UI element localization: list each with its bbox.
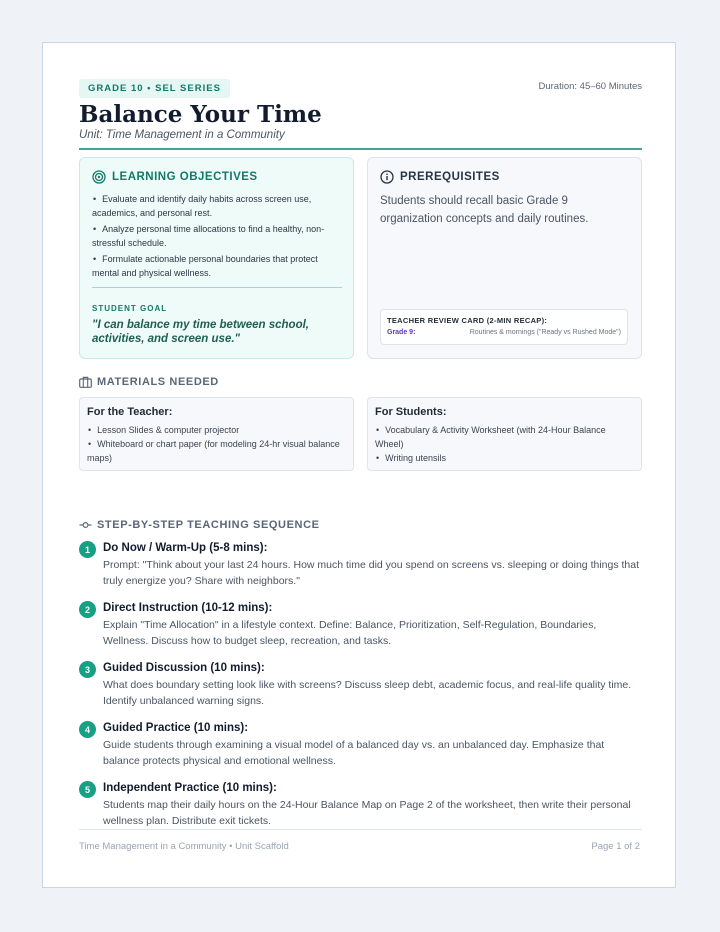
list-item: • Evaluate and identify daily habits across screen use, academics, and personal rest. — [92, 192, 344, 220]
student-goal-text: "I can balance my time between school, activities, and screen use." — [92, 319, 309, 345]
step-body: Prompt: "Think about your last 24 hours. How much time did you spend on screens vs. sleeping or doing things that truly energize you? Share with neighbors." — [103, 559, 640, 587]
unit-subtitle: Unit: Time Management in a Community — [79, 129, 285, 141]
review-card-note: Routines & mornings ("Ready vs Rushed Mode") — [469, 329, 621, 336]
learning-objectives-heading: LEARNING OBJECTIVES — [112, 171, 258, 183]
review-card-grade: Grade 9: — [387, 329, 416, 336]
footer-divider — [79, 829, 642, 830]
target-icon — [92, 170, 106, 184]
sequence-header — [79, 519, 320, 531]
teacher-materials-card — [79, 397, 354, 471]
step-number: 5 — [79, 781, 96, 798]
prerequisites-card — [367, 157, 642, 359]
step-number: 4 — [79, 721, 96, 738]
step-number: 2 — [79, 601, 96, 618]
step-title: Guided Practice (10 mins): — [103, 722, 249, 734]
info-icon — [380, 170, 394, 184]
teacher-materials-title: For the Teacher: — [87, 406, 173, 418]
footer-left-text: Time Management in a Community • Unit Scaffold — [79, 841, 289, 852]
step-number: 3 — [79, 661, 96, 678]
series-badge: GRADE 10 • SEL SERIES — [79, 79, 230, 98]
teacher-materials-list — [87, 423, 347, 465]
step-title: Direct Instruction (10-12 mins): — [103, 602, 273, 614]
prerequisites-header — [380, 170, 500, 184]
objectives-divider — [92, 287, 342, 288]
briefcase-icon — [79, 376, 92, 388]
review-card-title: TEACHER REVIEW CARD (2-MIN RECAP): — [387, 316, 548, 325]
list-item: • Lesson Slides & computer projector — [87, 423, 347, 437]
student-materials-card — [367, 397, 642, 471]
step-number: 1 — [79, 541, 96, 558]
step-title: Independent Practice (10 mins): — [103, 782, 277, 794]
step-body: What does boundary setting look like with screens? Discuss sleep debt, academic focus, and real-life quality time. Identify unbalanced warning signs. — [103, 679, 632, 707]
step-title: Guided Discussion (10 mins): — [103, 662, 265, 674]
student-materials-title: For Students: — [375, 406, 447, 418]
student-goal-label: STUDENT GOAL — [92, 304, 168, 313]
page-number: Page 1 of 2 — [591, 841, 640, 852]
learning-objectives-header — [92, 170, 258, 184]
materials-heading: MATERIALS NEEDED — [97, 376, 219, 388]
learning-objectives-card — [79, 157, 354, 359]
list-item: • Formulate actionable personal boundaries that protect mental and physical wellness. — [92, 252, 344, 280]
list-item: • Whiteboard or chart paper (for modeling 24-hr visual balance maps) — [87, 437, 347, 465]
sequence-heading: STEP-BY-STEP TEACHING SEQUENCE — [97, 519, 320, 531]
worksheet-page — [42, 42, 676, 888]
commit-icon — [79, 520, 92, 530]
page-title: Balance Your Time — [79, 101, 322, 128]
title-divider — [79, 148, 642, 150]
objectives-list — [92, 192, 344, 282]
list-item: • Analyze personal time allocations to find a healthy, non-stressful schedule. — [92, 222, 344, 250]
materials-header — [79, 376, 219, 388]
list-item: • Writing utensils — [375, 451, 635, 465]
step-title: Do Now / Warm-Up (5-8 mins): — [103, 542, 268, 554]
student-materials-list — [375, 423, 635, 465]
step-body: Students map their daily hours on the 24-Hour Balance Map on Page 2 of the worksheet, then write their personal wellness plan. Distribute exit tickets. — [103, 799, 631, 827]
step-body: Guide students through examining a visual model of a balanced day vs. an unbalanced day. Emphasize that balance protects physical and emotional wellness. — [103, 739, 605, 767]
teacher-review-card — [380, 309, 628, 345]
step-body: Explain "Time Allocation" in a lifestyle context. Define: Balance, Prioritization, Self-Regulation, Boundaries, Wellness. Discuss how to budget sleep, recreation, and tasks. — [103, 619, 597, 647]
prerequisites-heading: PREREQUISITES — [400, 171, 500, 183]
list-item: • Vocabulary & Activity Worksheet (with 24-Hour Balance Wheel) — [375, 423, 635, 451]
prerequisites-text: Students should recall basic Grade 9 organization concepts and daily routines. — [380, 195, 589, 225]
duration-text: Duration: 45–60 Minutes — [538, 81, 642, 92]
